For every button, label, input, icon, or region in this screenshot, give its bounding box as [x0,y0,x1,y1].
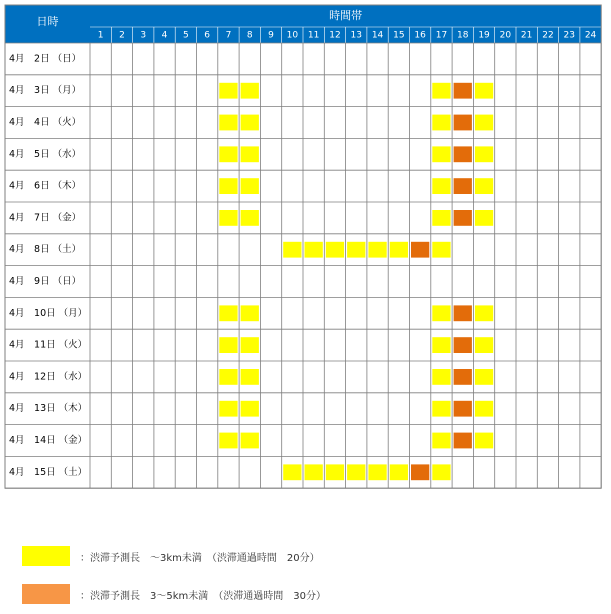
hour-label: 16 [414,30,426,41]
congestion-cell-level2 [454,146,472,162]
congestion-cell-level1 [475,337,493,353]
hour-label: 23 [563,30,575,41]
congestion-cell-level1 [241,337,259,353]
hour-label: 14 [371,30,384,41]
congestion-cell-level1 [219,210,237,226]
congestion-cell-level2 [454,433,472,449]
congestion-cell-level2 [454,369,472,385]
congestion-cell-level1 [432,433,450,449]
legend-label-level1: ：渋滞予測長 ～3km未満 （渋滞通過時間 20分） [80,552,320,564]
congestion-cell-level1 [347,464,365,480]
congestion-cell-level1 [432,146,450,162]
congestion-cell-level1 [241,433,259,449]
congestion-cell-level1 [219,433,237,449]
congestion-cell-level1 [432,401,450,417]
congestion-cell-level1 [432,210,450,226]
congestion-cell-level2 [411,464,429,480]
congestion-cell-level1 [432,337,450,353]
congestion-cell-level1 [432,178,450,194]
hour-label: 24 [584,30,597,41]
legend-swatch-yellow [22,546,70,566]
congestion-cell-level1 [368,242,386,258]
congestion-cell-level1 [475,146,493,162]
congestion-cell-level1 [432,115,450,131]
hour-label: 9 [268,30,274,41]
legend-item-level1 [22,546,320,566]
congestion-cell-level1 [432,305,450,321]
date-label: 4月 5日 （水） [9,148,82,160]
hour-label: 13 [350,30,362,41]
hour-label: 15 [393,30,405,41]
hour-label: 2 [119,30,125,41]
date-label: 4月 14日 （金） [9,435,88,446]
congestion-cell-level1 [219,305,237,321]
congestion-cell-level1 [432,242,450,258]
date-label: 4月 9日 （日） [9,276,82,287]
congestion-cell-level1 [219,337,237,353]
date-label: 4月 4日 （火） [9,117,82,128]
date-label: 4月 7日 （金） [9,212,82,224]
hour-label: 5 [182,30,189,41]
congestion-cell-level1 [241,115,259,131]
congestion-cell-level1 [432,464,450,480]
congestion-cell-level2 [454,337,472,353]
congestion-cell-level1 [368,464,386,480]
congestion-cell-level2 [454,178,472,194]
hour-label: 1 [97,30,104,41]
hour-label: 21 [520,30,533,41]
hour-label: 4 [161,30,168,41]
congestion-cell-level2 [454,401,472,417]
congestion-cell-level1 [347,242,365,258]
congestion-cell-level1 [241,369,259,385]
congestion-cell-level1 [390,242,408,258]
congestion-cell-level1 [305,464,323,480]
congestion-cell-level1 [475,115,493,131]
hour-label: 11 [307,30,320,41]
congestion-cell-level2 [454,305,472,321]
header-date-label: 日時 [36,15,59,28]
congestion-cell-level1 [283,464,301,480]
congestion-cell-level1 [219,369,237,385]
congestion-cell-level1 [305,242,323,258]
congestion-cell-level2 [454,83,472,99]
congestion-cell-level1 [219,178,237,194]
hour-label: 6 [204,30,211,41]
congestion-cell-level1 [219,401,237,417]
congestion-cell-level1 [432,369,450,385]
congestion-cell-level1 [219,83,237,99]
congestion-cell-level1 [475,369,493,385]
date-label: 4月 10日 （月） [9,307,88,319]
congestion-cell-level1 [219,146,237,162]
hour-label: 17 [435,30,448,41]
congestion-cell-level1 [475,305,493,321]
congestion-cell-level1 [326,242,344,258]
congestion-cell-level1 [241,210,259,226]
hour-label: 19 [478,30,490,41]
date-label: 4月 6日 （木） [9,180,82,192]
date-label: 4月 15日 （土） [9,466,88,478]
congestion-cell-level1 [475,210,493,226]
congestion-cell-level1 [283,242,301,258]
hour-label: 10 [286,30,299,41]
congestion-cell-level1 [219,115,237,131]
congestion-cell-level1 [241,146,259,162]
congestion-cell-level1 [475,178,493,194]
congestion-cell-level2 [454,210,472,226]
congestion-cell-level1 [432,83,450,99]
date-label: 4月 8日 （土） [9,244,82,256]
hour-label: 18 [457,30,469,41]
congestion-cell-level1 [475,83,493,99]
hour-label: 8 [246,30,253,41]
date-label: 4月 13日 （木） [9,403,88,415]
hour-label: 7 [225,30,232,41]
legend-label-level2: ：渋滞予測長 3～5km未満 （渋滞通過時間 30分） [80,590,326,602]
date-label: 4月 12日 （水） [9,371,88,383]
congestion-cell-level1 [390,464,408,480]
hour-label: 22 [542,30,554,41]
hour-label: 3 [140,30,147,41]
date-label: 4月 3日 （月） [9,85,82,97]
date-label: 4月 11日 （火） [9,339,88,351]
legend-swatch-orange [22,584,70,604]
congestion-cell-level2 [454,115,472,131]
congestion-cell-level1 [475,401,493,417]
congestion-cell-level1 [241,401,259,417]
header-time-label: 時間帯 [329,9,363,22]
congestion-cell-level1 [241,178,259,194]
congestion-cell-level1 [241,305,259,321]
congestion-cell-level1 [326,464,344,480]
congestion-cell-level2 [411,242,429,258]
legend-item-level2 [22,584,326,604]
date-label: 4月 2日 （日） [9,53,82,65]
hour-label: 12 [329,30,341,41]
hour-label: 20 [499,30,512,41]
congestion-cell-level1 [241,83,259,99]
congestion-cell-level1 [475,433,493,449]
